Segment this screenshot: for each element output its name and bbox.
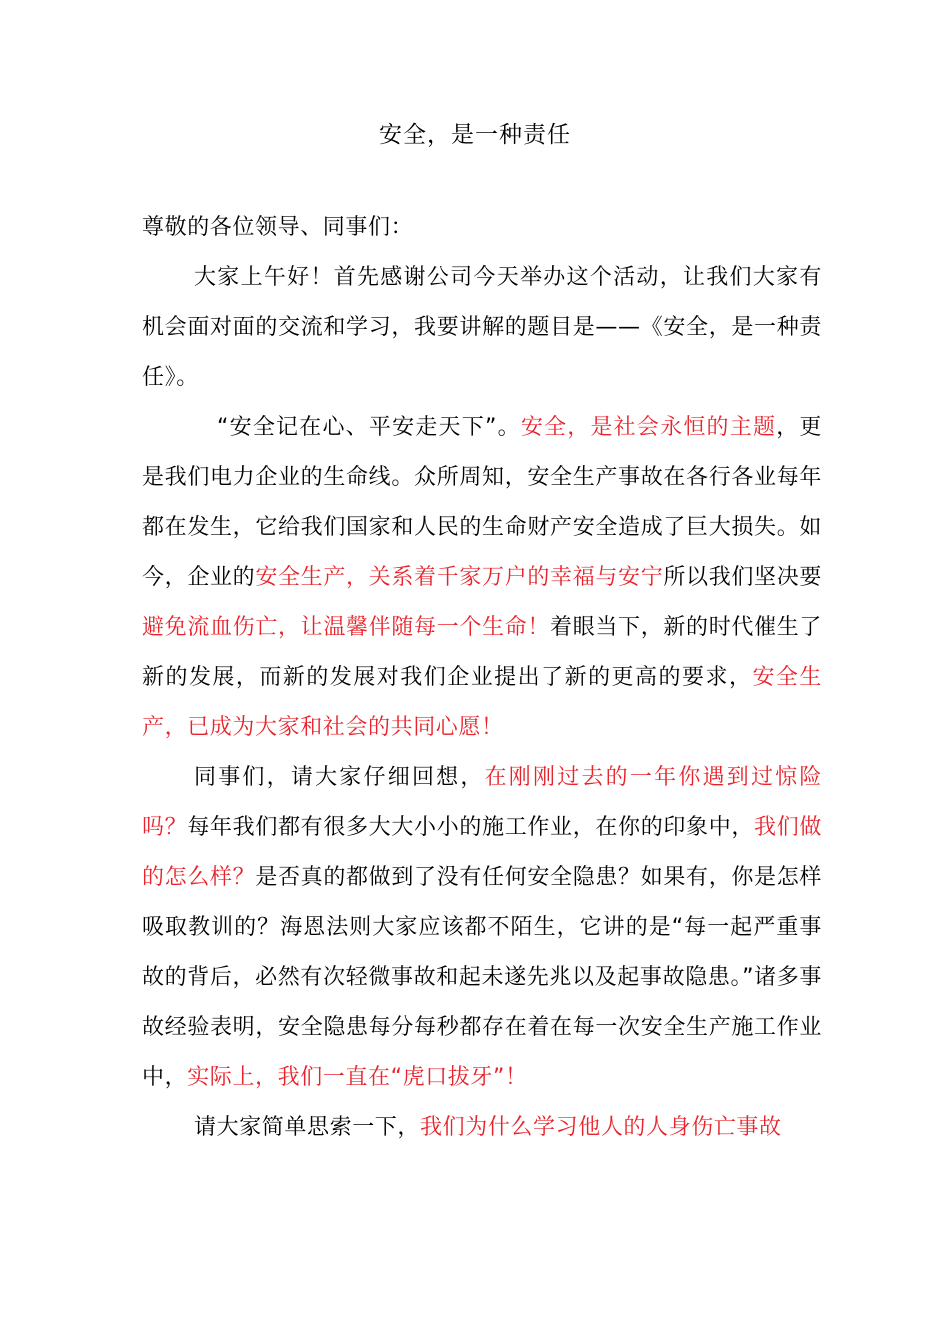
text-segment: 是否真的都做到了没有任何安全隐患？如果有，你是怎样吸取教训的？海恩法则大家应该都不陌生，它讲的是“每一起严重事故的背后，必然有次轻微事故和起未遂先兆以及起事故隐患。”诸多事故经验表明，安全隐患每分每秒都存在着在每一次安全生产施工作业中，	[142, 865, 822, 1090]
document-title: 安全，是一种责任	[379, 122, 571, 148]
highlighted-text: 我们做的怎么样？	[142, 815, 822, 890]
paragraph-2	[142, 403, 822, 753]
text-segment: 每年我们都有很多大大小小的施工作业，在你的印象中，	[187, 815, 755, 840]
highlighted-text: 安全生产，已成为大家和社会的共同心愿！	[142, 665, 822, 740]
text-segment: 请大家简单思索一下，	[194, 1115, 421, 1140]
text-segment: 大家上午好！首先感谢公司今天举办这个活动，让我们大家有机会面对面的交流和学习，我要讲解的题目是——《安全，是一种责任》。	[142, 265, 822, 390]
highlighted-text: 安全，是社会永恒的主题	[520, 415, 777, 440]
highlighted-text: 在刚刚过去的一年你遇到过惊险吗？	[142, 765, 822, 840]
paragraph-4	[142, 1103, 822, 1153]
highlighted-text: 我们为什么学习他人的人身伤亡事故	[420, 1115, 782, 1140]
text-segment: ，更是我们电力企业的生命线。众所周知，安全生产事故在各行各业每年都在发生，它给我们国家和人民的生命财产安全造成了巨大损失。如今，企业的	[142, 415, 823, 590]
highlighted-text: 安全生产，关系着千家万户的幸福与安宁	[255, 565, 664, 590]
paragraph-1	[142, 253, 822, 403]
text-segment: 所以我们坚决要	[663, 565, 822, 590]
text-segment: 同事们，请大家仔细回想，	[194, 765, 485, 790]
document-body	[142, 203, 822, 1153]
paragraph-3	[142, 753, 822, 1103]
highlighted-text: 实际上，我们一直在“虎口拔牙”！	[187, 1065, 528, 1090]
salutation: 尊敬的各位领导、同事们：	[142, 215, 414, 240]
text-segment: “安全记在心、平安走天下”。	[217, 415, 521, 440]
text-segment: 着眼当下，新的时代催生了新的发展，而新的发展对我们企业提出了新的更高的要求，	[142, 615, 823, 690]
highlighted-text: 避免流血伤亡，让温馨伴随每一个生命！	[142, 615, 551, 640]
